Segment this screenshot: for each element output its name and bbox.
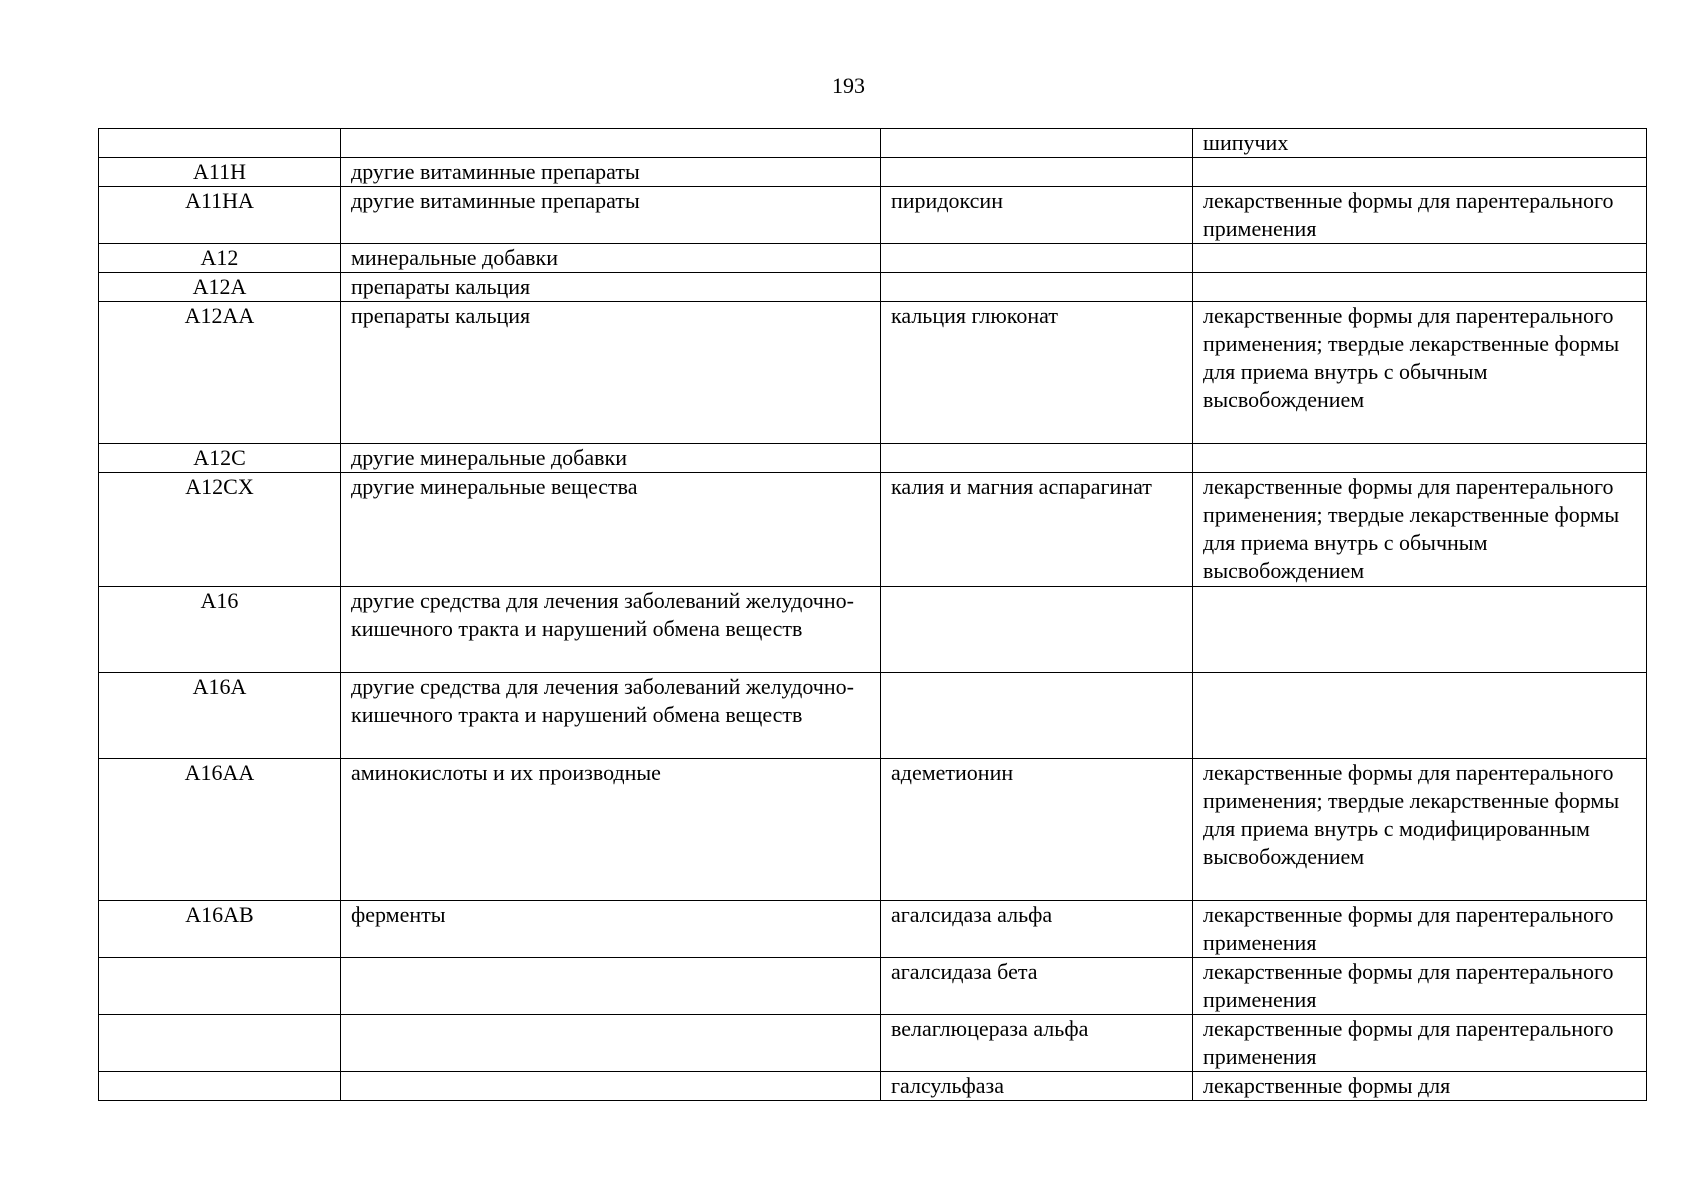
group-name-cell [341, 1072, 881, 1101]
atc-code-cell: A12 [99, 244, 341, 273]
atc-code-cell: A12AA [99, 302, 341, 444]
drug-name-cell [881, 673, 1193, 759]
group-name-cell: препараты кальция [341, 302, 881, 444]
dosage-forms-cell: лекарственные формы для парентерального применения; твердые лекарственные формы для приема внутрь с обычным высвобождением [1193, 302, 1647, 444]
table-row [99, 587, 1647, 673]
drug-name-cell [881, 273, 1193, 302]
dosage-forms-cell [1193, 244, 1647, 273]
group-name-cell [341, 1015, 881, 1072]
table-body [99, 129, 1647, 1101]
drug-name-cell: адеметионин [881, 759, 1193, 901]
drug-name-cell: пиридоксин [881, 187, 1193, 244]
group-name-cell: другие минеральные добавки [341, 444, 881, 473]
group-name-cell: другие минеральные вещества [341, 473, 881, 587]
table-row [99, 473, 1647, 587]
group-name-cell: другие витаминные препараты [341, 158, 881, 187]
group-name-cell [341, 129, 881, 158]
dosage-forms-cell: лекарственные формы для парентерального применения [1193, 901, 1647, 958]
table-row [99, 1015, 1647, 1072]
atc-code-cell [99, 1072, 341, 1101]
atc-code-cell: A16AB [99, 901, 341, 958]
atc-code-cell: A16 [99, 587, 341, 673]
page-number: 193 [832, 73, 865, 98]
drug-name-cell [881, 129, 1193, 158]
atc-code-cell: A12A [99, 273, 341, 302]
group-name-cell: другие средства для лечения заболеваний желудочно-кишечного тракта и нарушений обмена веществ [341, 673, 881, 759]
table-row [99, 273, 1647, 302]
table-row [99, 158, 1647, 187]
dosage-forms-cell [1193, 444, 1647, 473]
group-name-cell [341, 958, 881, 1015]
dosage-forms-cell: шипучих [1193, 129, 1647, 158]
table-row [99, 1072, 1647, 1101]
drug-name-cell [881, 444, 1193, 473]
atc-code-cell [99, 1015, 341, 1072]
dosage-forms-cell: лекарственные формы для парентерального применения [1193, 1015, 1647, 1072]
table-row [99, 444, 1647, 473]
atc-code-cell [99, 129, 341, 158]
dosage-forms-cell: лекарственные формы для парентерального применения [1193, 187, 1647, 244]
table-row [99, 673, 1647, 759]
table-row [99, 302, 1647, 444]
table-row [99, 901, 1647, 958]
group-name-cell: минеральные добавки [341, 244, 881, 273]
dosage-forms-cell [1193, 587, 1647, 673]
table-row [99, 187, 1647, 244]
atc-code-cell [99, 958, 341, 1015]
drug-name-cell: калия и магния аспарагинат [881, 473, 1193, 587]
group-name-cell: другие средства для лечения заболеваний желудочно-кишечного тракта и нарушений обмена веществ [341, 587, 881, 673]
atc-code-cell: A16A [99, 673, 341, 759]
drug-name-cell [881, 244, 1193, 273]
table-row [99, 958, 1647, 1015]
table-row [99, 759, 1647, 901]
group-name-cell: другие витаминные препараты [341, 187, 881, 244]
dosage-forms-cell: лекарственные формы для [1193, 1072, 1647, 1101]
table-row [99, 129, 1647, 158]
atc-code-cell: A11HA [99, 187, 341, 244]
dosage-forms-cell [1193, 673, 1647, 759]
dosage-forms-cell: лекарственные формы для парентерального применения [1193, 958, 1647, 1015]
atc-code-cell: A11H [99, 158, 341, 187]
dosage-forms-cell [1193, 158, 1647, 187]
drug-name-cell [881, 158, 1193, 187]
drug-name-cell: кальция глюконат [881, 302, 1193, 444]
atc-code-cell: A12C [99, 444, 341, 473]
drug-name-cell: велаглюцераза альфа [881, 1015, 1193, 1072]
drug-name-cell: агалсидаза альфа [881, 901, 1193, 958]
dosage-forms-cell: лекарственные формы для парентерального применения; твердые лекарственные формы для приема внутрь с обычным высвобождением [1193, 473, 1647, 587]
table-row [99, 244, 1647, 273]
drug-name-cell: галсульфаза [881, 1072, 1193, 1101]
drug-name-cell: агалсидаза бета [881, 958, 1193, 1015]
atc-table [98, 128, 1647, 1101]
group-name-cell: ферменты [341, 901, 881, 958]
drug-name-cell [881, 587, 1193, 673]
group-name-cell: аминокислоты и их производные [341, 759, 881, 901]
dosage-forms-cell: лекарственные формы для парентерального применения; твердые лекарственные формы для приема внутрь с модифицированным высвобождением [1193, 759, 1647, 901]
dosage-forms-cell [1193, 273, 1647, 302]
atc-code-cell: A16AA [99, 759, 341, 901]
group-name-cell: препараты кальция [341, 273, 881, 302]
atc-code-cell: A12CX [99, 473, 341, 587]
